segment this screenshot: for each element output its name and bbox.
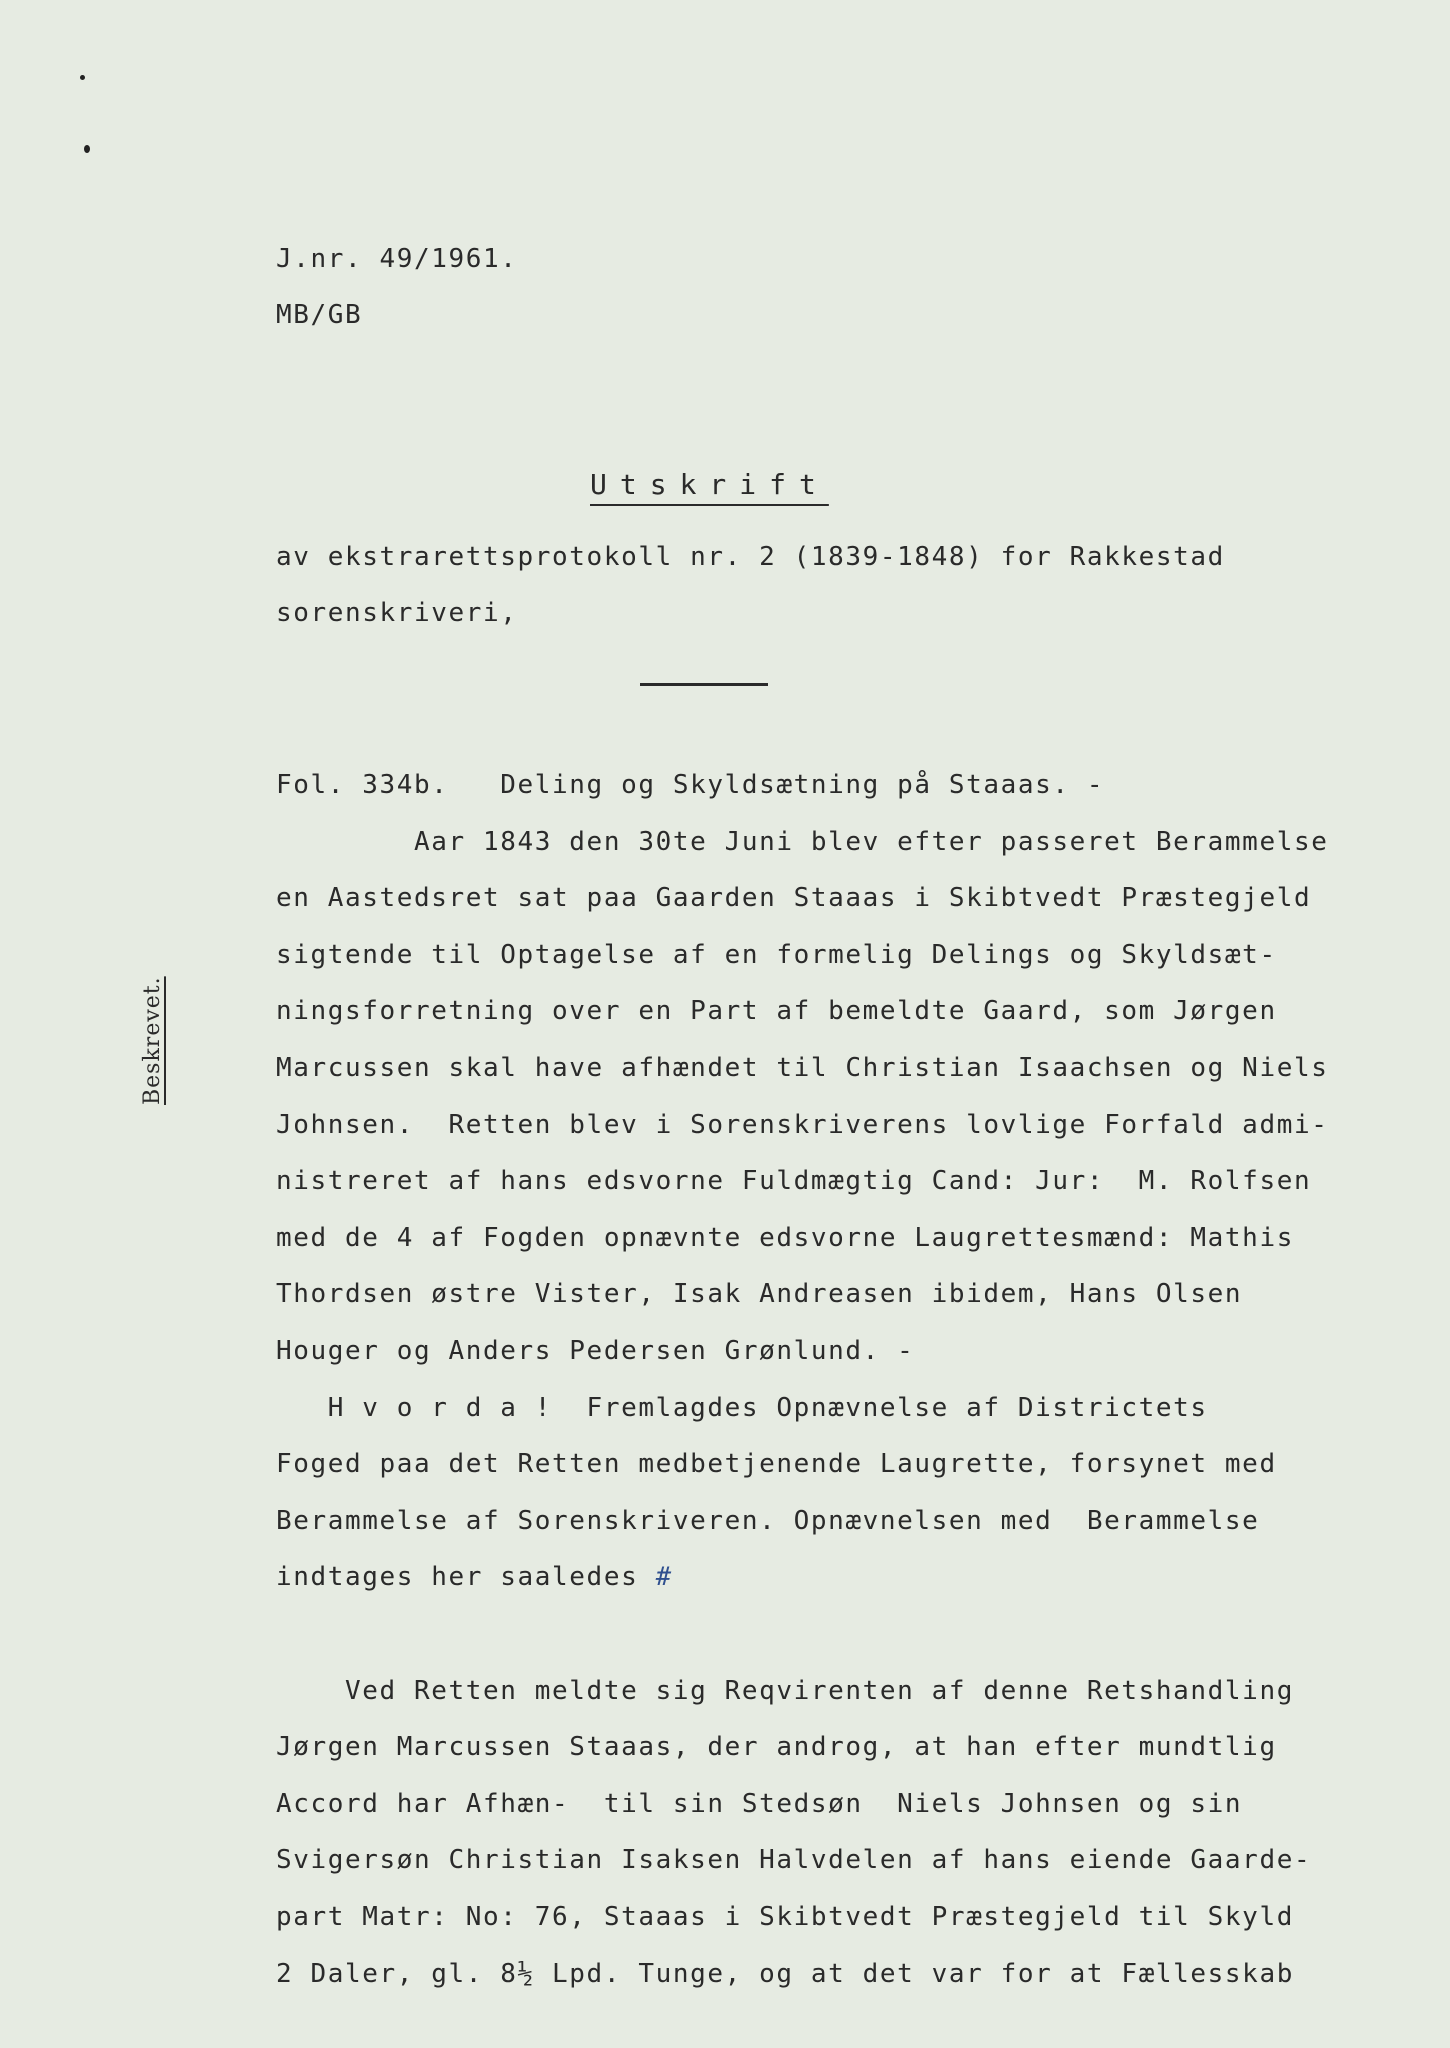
body-line: Foged paa det Retten medbetjenende Laugrette, forsynet med [276, 1449, 1277, 1479]
body-line: Berammelse af Sorenskriveren. Opnævnelsen med Berammelse [276, 1506, 1260, 1536]
body-line: Accord har Afhæn- til sin Stedsøn Niels Johnsen og sin [276, 1789, 1243, 1819]
body-line: Fol. 334b. Deling og Skyldsætning på Staaas. - [276, 770, 1105, 800]
margin-stamp: Beskrevet. [140, 976, 165, 1105]
document-title: Utskrift [590, 468, 829, 501]
body-line: Marcussen skal have afhændet til Christian Isaachsen og Niels [276, 1053, 1329, 1083]
journal-number: J.nr. 49/1961. [276, 244, 518, 274]
body-line: sigtende til Optagelse af en formelig Delings og Skyldsæt- [276, 940, 1277, 970]
ink-speck [80, 75, 85, 80]
subtitle-line: sorenskriveri, [276, 598, 518, 628]
body-line: H v o r d a ! Fremlagdes Opnævnelse af Districtets [276, 1393, 1208, 1423]
body-line: Thordsen østre Vister, Isak Andreasen ibidem, Hans Olsen [276, 1279, 1243, 1309]
body-line: en Aastedsret sat paa Gaarden Staaas i Skibtvedt Præstegjeld [276, 883, 1312, 913]
subtitle-line: av ekstrarettsprotokoll nr. 2 (1839-1848) for Rakkestad [276, 542, 1225, 572]
ink-speck [84, 145, 90, 153]
body-line: Johnsen. Retten blev i Sorenskriverens lovlige Forfald admi- [276, 1110, 1329, 1140]
body-line: Svigersøn Christian Isaksen Halvdelen af hans eiende Gaarde- [276, 1845, 1312, 1875]
initials: MB/GB [276, 300, 363, 330]
body-line: Houger og Anders Pedersen Grønlund. - [276, 1336, 915, 1366]
body-line: Jørgen Marcussen Staaas, der androg, at han efter mundtlig [276, 1732, 1277, 1762]
body-line: med de 4 af Fogden opnævnte edsvorne Laugrettesmænd: Mathis [276, 1223, 1294, 1253]
body-line: nistreret af hans edsvorne Fuldmægtig Cand: Jur: M. Rolfsen [276, 1166, 1312, 1196]
separator-rule [640, 683, 768, 686]
body-line: Aar 1843 den 30te Juni blev efter passeret Berammelse [276, 827, 1329, 857]
body-line: part Matr: No: 76, Staaas i Skibtvedt Præstegjeld til Skyld [276, 1902, 1294, 1932]
body-line: indtages her saaledes # [276, 1562, 673, 1592]
body-line: Ved Retten meldte sig Reqvirenten af denne Retshandling [276, 1676, 1294, 1706]
body-line: ningsforretning over en Part af bemeldte Gaard, som Jørgen [276, 996, 1277, 1026]
handwritten-mark: # [638, 1562, 673, 1592]
body-line: 2 Daler, gl. 8½ Lpd. Tunge, og at det var for at Fællesskab [276, 1959, 1294, 1989]
